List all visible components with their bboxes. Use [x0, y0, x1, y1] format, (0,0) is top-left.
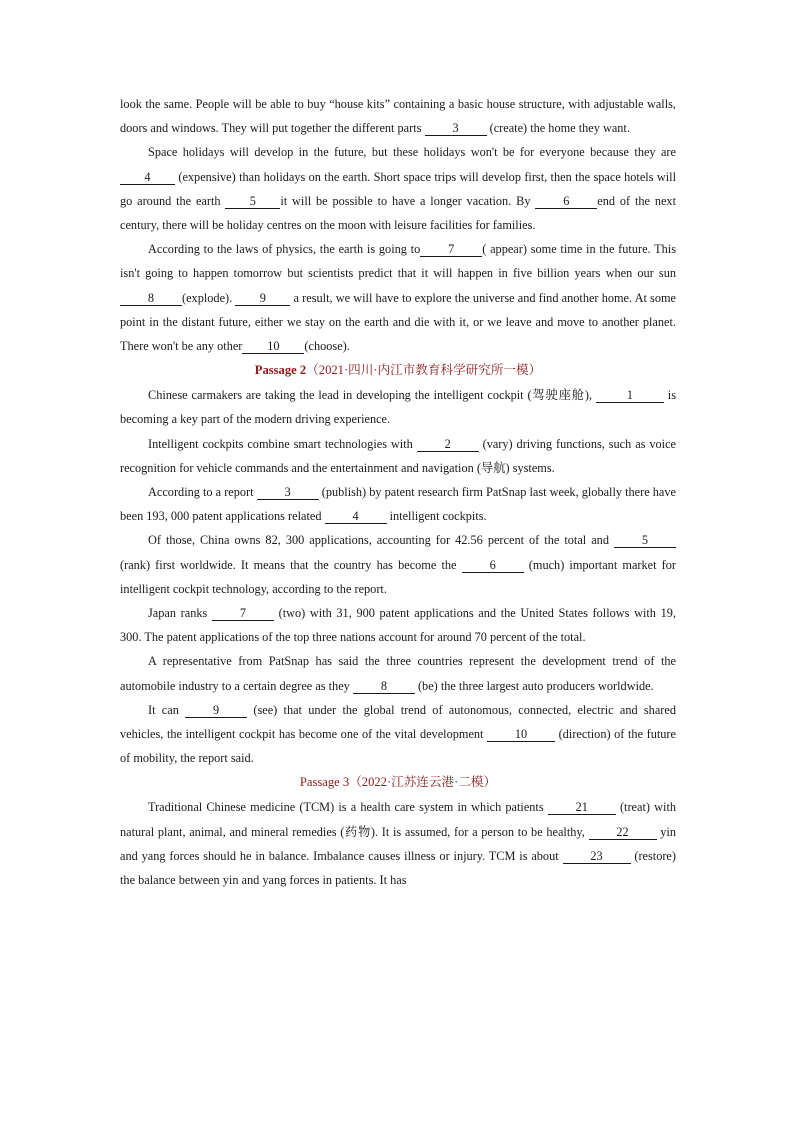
passage1-paragraph-3	[120, 237, 676, 358]
text-run: Chinese carmakers are taking the lead in developing the intelligent cockpit (驾驶座舱),	[148, 388, 596, 403]
passage2-paragraph-7	[120, 698, 676, 771]
text-run: yin and yang forces should he in balance. Imbalance causes illness or injury. TCM is about	[120, 824, 676, 863]
blank-3[interactable]: 3	[257, 485, 319, 500]
text-run: A representative from PatSnap has said the three countries represent the development trend of the automobile industry to a certain degree as they	[120, 654, 676, 693]
text-run: (rank) first worldwide. It means that the country has become the	[120, 557, 462, 572]
blank-3[interactable]: 3	[425, 121, 487, 136]
text-run: intelligent cockpits.	[386, 509, 487, 524]
blank-4[interactable]: 4	[120, 170, 175, 185]
text-run: (choose).	[304, 339, 350, 354]
blank-4[interactable]: 4	[325, 509, 387, 524]
blank-6[interactable]: 6	[462, 558, 524, 573]
text-run: (two) with 31, 900 patent applications and the United States follows with 19, 300. The patent applications of the top three nations account for around 70 percent of the total.	[120, 606, 676, 645]
passage3-paragraph-1	[120, 795, 676, 892]
blank-1[interactable]: 1	[596, 388, 664, 403]
text-run: According to a report	[148, 485, 257, 500]
passage1-paragraph-1	[120, 92, 676, 140]
blank-9[interactable]: 9	[235, 291, 290, 306]
blank-7[interactable]: 7	[212, 606, 274, 621]
blank-10[interactable]: 10	[487, 727, 555, 742]
text-run: (be) the three largest auto producers worldwide.	[414, 678, 654, 693]
passage2-paragraph-4	[120, 528, 676, 601]
passage2-paragraph-3	[120, 480, 676, 528]
blank-21[interactable]: 21	[548, 800, 616, 815]
blank-10[interactable]: 10	[242, 339, 304, 354]
text-run: a result, we will have to explore the universe and find another home. At some point in the distant future, either we stay on the earth and die with it, or we leave and move to another planet. There won't be any other	[120, 290, 677, 354]
text-run: (treat) with natural plant, animal, and mineral remedies (药物). It is assumed, for a person to be healthy,	[120, 800, 677, 839]
passage2-paragraph-5	[120, 601, 676, 649]
passage2-paragraph-6	[120, 649, 676, 697]
text-run: (create) the home they want.	[486, 121, 630, 136]
blank-22[interactable]: 22	[589, 825, 657, 840]
text-run: (explode).	[182, 290, 236, 305]
text-run: Of those, China owns 82, 300 applications, accounting for 42.56 percent of the total and	[148, 533, 614, 548]
text-run: ( appear) some time in the future. This isn't going to happen tomorrow but scientists predict that it will happen in five billion years when our sun	[120, 242, 676, 281]
blank-2[interactable]: 2	[417, 437, 479, 452]
text-run: it will be possible to have a longer vacation. By	[280, 193, 536, 208]
blank-6[interactable]: 6	[535, 194, 597, 209]
blank-23[interactable]: 23	[563, 849, 631, 864]
text-run: (much) important market for intelligent cockpit technology, according to the report.	[120, 557, 676, 596]
heading-label: Passage 2	[254, 363, 307, 378]
text-run: is becoming a key part of the modern driving experience.	[120, 388, 676, 427]
text-run: (expensive) than holidays on the earth. Short space trips will develop first, then the space hotels will go around the earth	[120, 169, 676, 208]
text-run: Intelligent cockpits combine smart technologies with	[148, 436, 417, 451]
text-run: look the same. People will be able to buy “house kits” containing a basic house structure, with adjustable walls, doors and windows. They will put together the different parts	[120, 97, 676, 136]
text-run: (vary) driving functions, such as voice recognition for vehicle commands and the entertainment and navigation (导航) systems.	[120, 436, 676, 475]
passage2-paragraph-1	[120, 383, 676, 431]
blank-5[interactable]: 5	[225, 194, 280, 209]
passage3-heading: Passage 3（2022·江苏连云港·二模）	[299, 775, 497, 790]
blank-8[interactable]: 8	[120, 291, 182, 306]
text-run: It can	[148, 702, 186, 717]
text-run: Traditional Chinese medicine (TCM) is a health care system in which patients	[148, 800, 548, 815]
text-run: According to the laws of physics, the earth is going to	[148, 242, 421, 257]
blank-7[interactable]: 7	[420, 242, 482, 257]
text-run: (restore) the balance between yin and yang forces in patients. It has	[120, 848, 676, 888]
blank-9[interactable]: 9	[185, 703, 247, 718]
text-run: Space holidays will develop in the future, but these holidays won't be for everyone because they are	[148, 145, 676, 160]
heading-source: （2021·四川·内江市教育科学研究所一模）	[306, 363, 542, 378]
passage1-paragraph-2	[120, 140, 676, 237]
text-run: Japan ranks	[148, 606, 212, 621]
document-page	[120, 92, 676, 892]
passage2-paragraph-2	[120, 432, 676, 480]
text-run: (publish) by patent research firm PatSnap last week, globally there have been 193, 000 patent applications related	[120, 485, 676, 524]
text-run: (direction) of the future of mobility, the report said.	[120, 727, 676, 766]
blank-8[interactable]: 8	[353, 679, 415, 694]
blank-5[interactable]: 5	[614, 533, 676, 548]
passage2-heading	[120, 358, 676, 383]
text-run: (see) that under the global trend of autonomous, connected, electric and shared vehicles, the intelligent cockpit has become one of the vital development	[120, 702, 676, 742]
text-run: end of the next century, there will be holiday centres on the moon with leisure facilities for families.	[120, 193, 676, 233]
